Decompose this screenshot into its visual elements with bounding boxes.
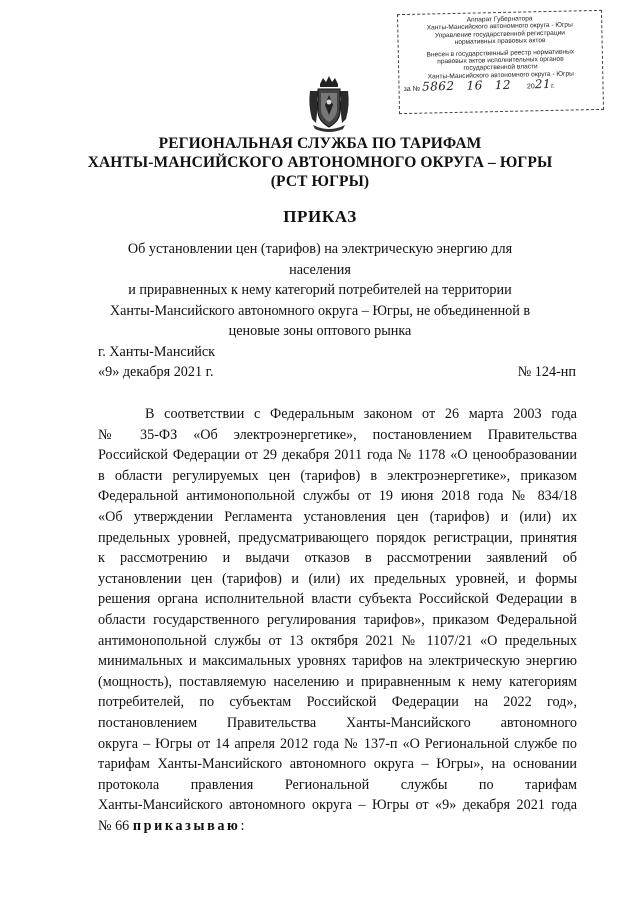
body-line: Ханты-Мансийского автономного округа – Югры от «9» декабря 2021 года: [98, 797, 577, 814]
body-line: протокола правления Региональной службы по тарифам: [98, 776, 577, 793]
body-last-line: [98, 816, 577, 837]
coat-of-arms-icon: [307, 75, 351, 133]
body-line: В соответствии с Федеральным законом от 26 марта 2003 года: [145, 406, 577, 422]
document-subject: [96, 239, 544, 342]
body-line: потребителей, по субъектам Российской Федерации на 2022 год»,: [98, 694, 577, 711]
stamp-line: Управление государственной регистрации: [434, 29, 566, 40]
protocol-number: № 66: [98, 817, 130, 834]
place-of-issue: г. Ханты-Мансийск: [98, 344, 216, 360]
body-line: области государственного регулирования тарифов», приказом Федеральной: [98, 611, 577, 628]
body-line: решения органа исполнительной власти субъекта Российской Федерации в: [98, 591, 577, 608]
body-line: к рассмотрению и выдачи отказов в рассмотрении заявлений об: [98, 550, 577, 567]
stamp-line: правовых актов исполнительных органов: [437, 55, 564, 66]
registration-stamp: [397, 10, 604, 114]
stamp-line: Аппарат Губернатора: [466, 15, 533, 24]
stamp-reg-year-prefix: 20: [526, 83, 535, 91]
body-line: Федеральной антимонопольной службы от 19 июня 2018 года № 834/18: [98, 488, 577, 505]
subject-line: и приравненных к нему категорий потребителей на территории: [128, 282, 512, 299]
body-line: тарифам Ханты-Мансийского автономного округа – Югры», на основании: [98, 756, 577, 773]
stamp-line: нормативных правовых актов: [454, 37, 546, 47]
directive-colon: :: [240, 817, 245, 834]
stamp-line: Внесен в государственный реестр нормативных: [426, 48, 575, 59]
stamp-line: Ханты-Мансийского автономного округа - Югры: [427, 70, 574, 81]
stamp-reg-number: 5862: [421, 79, 455, 94]
body-line: в области регулируемых цен (тарифов) в электроэнергетике», приказом: [98, 467, 577, 484]
agency-name-line2: ХАНТЫ-МАНСИЙСКОГО АВТОНОМНОГО ОКРУГА – ЮГРЫ: [87, 154, 553, 171]
body-line: (мощность), поставляемую населению и приравненным к нему категориям: [98, 673, 577, 690]
body-line: постановлением Правительства Ханты-Мансийского автономного: [98, 714, 577, 731]
issue-date: «9» декабря 2021 г.: [98, 364, 214, 380]
body-line: установлении цен (тарифов) и (или) их предельных уровней, и формы: [98, 570, 577, 587]
stamp-reg-day: 16: [466, 78, 483, 93]
stamp-reg-prefix: за №: [403, 85, 421, 94]
body-line: предельных уровней, предусматривающего порядок регистрации, принятия: [98, 529, 577, 546]
order-number: № 124-нп: [517, 364, 576, 380]
stamp-line: Ханты-Мансийского автономного округа - Югры: [426, 21, 573, 32]
stamp-reg-month: 12: [494, 78, 512, 93]
subject-line: ценовые зоны оптового рынка: [228, 323, 412, 340]
agency-name-line1: РЕГИОНАЛЬНАЯ СЛУЖБА ПО ТАРИФАМ: [158, 135, 482, 152]
body-line: округа – Югры от 14 апреля 2012 года № 137-п «О Региональной службе по: [98, 735, 577, 752]
body-line: Российской Федерации от 29 декабря 2011 года № 1178 «О ценообразовании: [98, 447, 577, 464]
body-line: № 35-ФЗ «Об электроэнергетике», постановлением Правительства: [98, 426, 577, 443]
subject-line: Об установлении цен (тарифов) на электрическую энергию для населения: [127, 241, 513, 278]
agency-abbreviation: (РСТ ЮГРЫ): [270, 173, 370, 190]
stamp-registration-line: [403, 77, 598, 94]
stamp-reg-year: 21: [534, 77, 552, 92]
body-line: минимальных и максимальных уровнях тарифов на электрическую энергию: [98, 653, 577, 670]
order-directive-word: приказываю: [132, 817, 241, 834]
stamp-line: государственной власти: [463, 63, 538, 73]
stamp-reg-suffix: г.: [551, 83, 555, 91]
body-line: антимонопольной службы от 13 октября 2021 № 1107/21 «О предельных: [98, 632, 577, 649]
subject-line: Ханты-Мансийского автономного округа – Югры, не объединенной в: [109, 302, 531, 319]
body-paragraph: [98, 404, 577, 836]
body-line: «Об утверждении Регламента установления цен (тарифов) и (или) их: [98, 508, 577, 525]
document-type-title: ПРИКАЗ: [283, 207, 357, 226]
